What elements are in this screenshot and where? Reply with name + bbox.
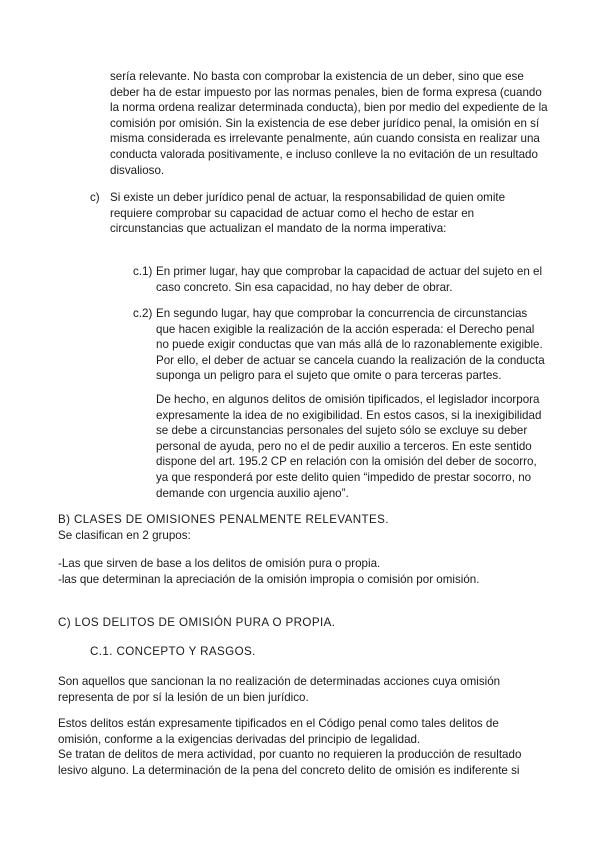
text-line: dispone del art. 195.2 CP en relación con la omisión del deber de socorro,	[156, 455, 537, 469]
item-c-label: c)	[90, 191, 100, 204]
text-line: no puede exigir conductas que van más allá de lo razonablemente exigible.	[156, 338, 543, 352]
text-line: omisión, conforme a la exigencias derivadas del principio de legalidad.	[58, 732, 421, 746]
section-c-subtitle: C.1. CONCEPTO Y RASGOS.	[90, 645, 256, 658]
section-c-paragraph-2	[58, 716, 521, 778]
item-c2-note	[156, 392, 541, 501]
section-c-paragraph-1	[58, 674, 500, 705]
item-c-text	[110, 190, 505, 237]
item-c2-label: c.2)	[133, 307, 153, 320]
text-line: la norma ordena realizar determinada conducta), bien por medio del expediente de la	[110, 101, 548, 115]
text-line: Si existe un deber jurídico penal de actuar, la responsabilidad de quien omite	[110, 191, 506, 204]
text-line: requiere comprobar su capacidad de actuar como el hecho de estar en	[110, 206, 475, 220]
text-line: lesivo alguno. La determinación de la pena del concreto delito de omisión es indiferente si	[58, 763, 520, 777]
text-line: sería relevante. No basta con comprobar la existencia de un deber, sino que ese	[110, 70, 524, 83]
text-line: caso concreto. Sin esa capacidad, no hay deber de obrar.	[156, 280, 453, 294]
text-line: deber ha de estar impuesto por las normas penales, bien de forma expresa (cuando	[110, 85, 542, 99]
text-line: circunstancias que actualizan el mandato de la norma imperativa:	[110, 222, 447, 236]
intro-paragraph	[110, 69, 548, 178]
text-line: ya que responderá por este delito quien “impedido de prestar socorro, no	[156, 470, 532, 484]
text-line: misma considerada es irrelevante penalmente, aún cuando consista en realizar una	[110, 132, 540, 146]
text-line: expresamente la idea de no exigibilidad. En estos casos, si la inexigibilidad	[156, 408, 542, 422]
section-b-heading	[58, 512, 389, 543]
list-item: -las que determinan la apreciación de la omisión impropia o comisión por omisión.	[58, 572, 480, 586]
item-c1-text	[156, 264, 542, 295]
text-line: En segundo lugar, hay que comprobar la concurrencia de circunstancias	[156, 307, 528, 320]
text-line: conducta valorada positivamente, e incluso conlleve la no evitación de un resultado	[110, 147, 538, 161]
item-c1-label: c.1)	[133, 265, 153, 278]
text-line: que hacen exigible la realización de la acción esperada: el Derecho penal	[156, 322, 535, 336]
text-line: demande con urgencia auxilio ajeno”.	[156, 486, 349, 500]
item-c2-text	[156, 306, 545, 384]
text-line: suponga un peligro para el sujeto que omite o para terceras partes.	[156, 369, 502, 383]
section-b-list	[58, 556, 479, 587]
text-line: Estos delitos están expresamente tipificados en el Código penal como tales delitos de	[58, 717, 499, 730]
list-item: -Las que sirven de base a los delitos de omisión pura o propia.	[58, 557, 381, 570]
text-line: disvalioso.	[110, 163, 165, 177]
text-line: comisión por omisión. Sin la existencia de ese deber jurídico penal, la omisión en sí	[110, 116, 540, 130]
text-line: se debe a circunstancias personales del sujeto sólo se excluye su deber	[156, 424, 528, 438]
text-line: En primer lugar, hay que comprobar la capacidad de actuar del sujeto en el	[156, 265, 543, 278]
text-line: De hecho, en algunos delitos de omisión tipificados, el legislador incorpora	[156, 393, 540, 406]
text-line: Por ello, el deber de actuar se cancela cuando la realización de la conducta	[156, 353, 545, 367]
text-line: personal de ayuda, pero no el de pedir auxilio a terceros. En este sentido	[156, 439, 532, 453]
section-subtitle: Se clasifican en 2 grupos:	[58, 528, 191, 542]
text-line: Son aquellos que sancionan la no realización de determinadas acciones cuya omisión	[58, 675, 501, 688]
section-title: B) CLASES DE OMISIONES PENALMENTE RELEVANTES.	[58, 513, 389, 526]
text-line: Se tratan de delitos de mera actividad, por cuanto no requieren la producción de resultado	[58, 748, 522, 762]
section-c-title: C) LOS DELITOS DE OMISIÓN PURA O PROPIA.	[58, 616, 336, 629]
text-line: representa de por sí la lesión de un bien jurídico.	[58, 690, 309, 704]
